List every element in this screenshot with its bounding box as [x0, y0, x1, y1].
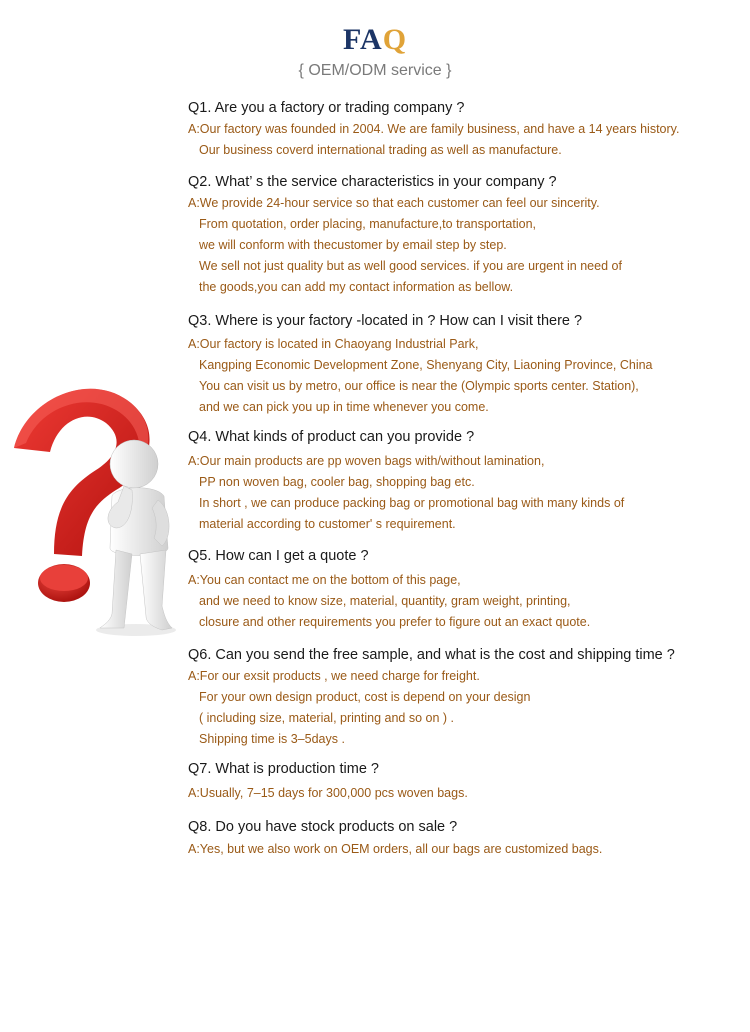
answer-line: and we can pick you up in time whenever you come.	[199, 400, 489, 414]
answer-line: the goods,you can add my contact information as bellow.	[199, 280, 514, 294]
answer-line: closure and other requirements you prefer to figure out an exact quote.	[199, 615, 591, 629]
answer-line: A:We provide 24-hour service so that each customer can feel our sincerity.	[188, 196, 600, 210]
answer-line: A:Our main products are pp woven bags with/without lamination,	[188, 454, 545, 468]
title-main: FA	[342, 23, 383, 56]
answer-line: For your own design product, cost is depend on your design	[199, 690, 531, 704]
answer-line: Our business coverd international trading as well as manufacture.	[199, 143, 562, 157]
answer-line: A:Yes, but we also work on OEM orders, all our bags are customized bags.	[188, 842, 603, 856]
answer-line: Shipping time is 3–5days .	[199, 732, 345, 746]
faq-question-2: Q2. What’ s the service characteristics in your company ?	[188, 174, 557, 190]
answer-line: A:Usually, 7–15 days for 300,000 pcs woven bags.	[188, 786, 468, 800]
faq-question-5: Q5. How can I get a quote ?	[188, 548, 369, 564]
answer-line: You can visit us by metro, our office is near the (Olympic sports center. Station),	[199, 379, 639, 393]
faq-answer-6	[188, 666, 530, 750]
faq-answer-5	[188, 570, 590, 633]
answer-line: A:You can contact me on the bottom of this page,	[188, 573, 461, 587]
faq-answer-3	[188, 334, 653, 418]
answer-line: A:Our factory was founded in 2004. We are family business, and have a 14 years history.	[188, 122, 680, 136]
faq-question-7: Q7. What is production time ?	[188, 761, 379, 777]
faq-question-3: Q3. Where is your factory -located in ? How can I visit there ?	[188, 313, 583, 329]
answer-line: material according to customer' s requirement.	[199, 517, 456, 531]
answer-line: In short , we can produce packing bag or promotional bag with many kinds of	[199, 496, 625, 510]
faq-answer-2	[188, 193, 622, 298]
faq-question-4: Q4. What kinds of product can you provide ?	[188, 429, 475, 445]
answer-line: We sell not just quality but as well good services. if you are urgent in need of	[199, 259, 622, 273]
answer-line: ( including size, material, printing and so on ) .	[199, 711, 454, 725]
faq-question-8: Q8. Do you have stock products on sale ?	[188, 819, 458, 835]
faq-question-1: Q1. Are you a factory or trading company ?	[188, 100, 465, 116]
page-subtitle: { OEM/ODM service }	[298, 62, 452, 79]
answer-line: and we need to know size, material, quantity, gram weight, printing,	[199, 594, 571, 608]
answer-line: A:Our factory is located in Chaoyang Industrial Park,	[188, 337, 479, 351]
faq-answer-4	[188, 451, 624, 535]
answer-line: Kangping Economic Development Zone, Shenyang City, Liaoning Province, China	[199, 358, 653, 372]
question-mark-figure-icon	[6, 378, 196, 640]
faq-answer-1	[188, 119, 679, 161]
answer-line: we will conform with thecustomer by email step by step.	[199, 238, 507, 252]
answer-line: From quotation, order placing, manufacture,to transportation,	[199, 217, 536, 231]
answer-line: PP non woven bag, cooler bag, shopping bag etc.	[199, 475, 475, 489]
faq-question-6: Q6. Can you send the free sample, and what is the cost and shipping time ?	[188, 647, 675, 663]
faq-answer-8	[188, 839, 602, 860]
faq-answer-7	[188, 783, 468, 804]
page-title	[0, 22, 750, 58]
answer-line: A:For our exsit products , we need charge for freight.	[188, 669, 480, 683]
title-accent: Q	[382, 23, 408, 56]
